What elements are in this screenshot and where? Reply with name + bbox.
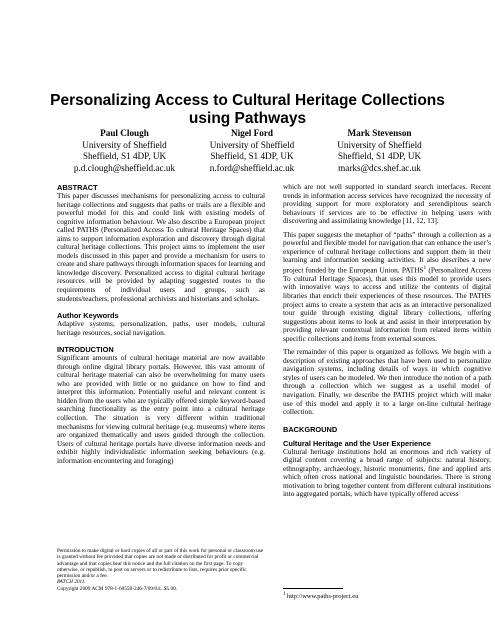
author-affiliation: University of Sheffield: [209, 139, 295, 150]
organization-paragraph: The remainder of this paper is organized as follows. We begin with a description of existing approaches that have been used to personalize navigation systems, including details of ways in which cognitive styles of users can be modeled. We then introduce the notion of a path through a collection which we suggest as a useful model of navigation. Finally, we describe the PATHS project which will make use of this model and apply it to a large on-line cultural heritage collection.: [283, 347, 491, 417]
paths-paragraph-a: This paper suggests the metaphor of “paths” through a collection as a powerful and flexible model for navigation that can enhance the user’s experience of cultural heritage collections and support them in their learning and information seeking activities. It also describes a new project funded by the European Union, PATHS: [283, 229, 491, 275]
author-3: [317, 128, 442, 174]
right-column: [283, 183, 491, 499]
background-heading: BACKGROUND: [283, 424, 338, 434]
footnote-link[interactable]: http://www.paths-project.eu: [287, 593, 359, 600]
author-block: [62, 128, 442, 174]
author-name: Mark Stevenson: [347, 128, 412, 138]
author-name: Nigel Ford: [230, 128, 274, 138]
author-address: Sheffield, S1 4DP, UK: [337, 151, 422, 162]
author-affiliation: University of Sheffield: [337, 139, 422, 150]
author-email: marks@dcs.shef.ac.uk: [338, 162, 421, 173]
introduction-text: Significant amounts of cultural heritage material are now available through online digital library portals. However, this vast amount of cultural heritage material can also be overwhelming for many users who are provided with little or no guidance on how to find and interpret this information. Potentially useful and relevant content is hidden from the users who are typically offered simple keyword-based searching functionality as the entry point into a cultural heritage collection. The situation is very different within traditional mechanisms for viewing cultural heritage (e.g. museums) where items are organized thematically and users guided through the collection. Users of cultural heritage portals have diverse information needs and exhibit highly individualistic information seeking behaviours (e.g. information encountering and foraging): [57, 353, 265, 465]
introduction-heading: INTRODUCTION: [57, 345, 114, 355]
footnote-marker: 1: [423, 265, 427, 271]
subsection-heading: Cultural Heritage and the User Experience: [283, 438, 431, 448]
copyright-text: Copyright 2009 ACM 978-1-60558-246-7/09/04...$5.00.: [57, 585, 178, 592]
permission-block: [57, 548, 265, 592]
paper-title: [40, 92, 455, 128]
background-text: Cultural heritage institutions hold an enormous and rich variety of digital content covering a broad range of subjects: natural history, ethnography, archaeology, historic monuments, fine and applied arts which often cross national and linguistic boundaries. There is strong motivation to bring together content from different cultural institutions into aggregated portals, which have typically offered access: [283, 446, 491, 499]
author-affiliation: University of Sheffield: [82, 139, 167, 150]
title-line-1: Personalizing Access to Cultural Heritage Collections: [50, 92, 445, 109]
paths-paragraph-b: (Personalized Access To cultural Heritage Spaces), that uses this model to provide users with innovative ways to access and utilize the contents of digital libraries that enrich their experiences of these resources. The PATHS project aims to create a system that acts as an interactive personalized tour guide through existing digital library collections, offering suggestions about items to look at and assist in their interpretation by providing relevant contextual information from related items within specific collections and items from external sources.: [283, 265, 491, 343]
keywords-text: Adaptive systems, personalization, paths, user models, cultural heritage resources, social navigation.: [57, 319, 265, 337]
author-2: [190, 128, 315, 174]
paths-paragraph: [283, 231, 491, 344]
author-name: Paul Clough: [100, 128, 149, 138]
author-address: Sheffield, S1 4DP, UK: [82, 151, 167, 162]
footnote-number: 1: [283, 591, 286, 597]
intro-continued: which are not well supported in standard search interfaces. Recent trends in information access services have recognized the necessity of providing support for more exploratory and serendipitous search behaviours if services are to be effective in helping users with discovering and assimilating knowledge [11, 12, 13].: [283, 182, 491, 226]
abstract-heading: ABSTRACT: [57, 183, 98, 192]
title-line-2: using Pathways: [188, 110, 307, 127]
author-address: Sheffield, S1 4DP, UK: [210, 151, 294, 162]
permission-text: Permission to make digital or hard copies of all or part of this work for personal or classroom use is granted without fee provided that copies are not made or distributed for profit or commercial advantage and that copies bear this notice and the full citation on the first page. To copy otherwise, or republish, to post on servers or to redistribute to lists, requires prior specific permission and/or a fee.: [57, 548, 264, 580]
left-column: [57, 183, 265, 465]
keywords-heading: Author Keywords: [57, 311, 119, 321]
venue-text: PATCH 2011.: [57, 579, 86, 586]
footnote-divider: [283, 588, 343, 589]
author-email: p.d.clough@sheffield.ac.uk: [73, 162, 176, 173]
footnote: [283, 593, 483, 601]
abstract-text: This paper discusses mechanisms for personalizing access to cultural heritage collections and suggests that paths or trails are a flexible and powerful model for this and could link with existing models of cognitive information behaviour. We also describe a European project called PATHS (Personalized Access To cultural Heritage Spaces) that aims to support information exploration and discovery through digital cultural heritage collections. This project aims to implement the user models discussed in this paper and provide a mechanism for users to create and share pathways through information spaces for learning and knowledge discovery. Personalized access to digital cultural heritage resources will be provided by adapting suggested routes to the requirements of individual users and groups, such as students/teachers, professional archivists and historians and scholars.: [57, 191, 265, 303]
author-1: [62, 128, 187, 174]
author-email: n.ford@sheffield.ac.uk: [209, 162, 295, 173]
